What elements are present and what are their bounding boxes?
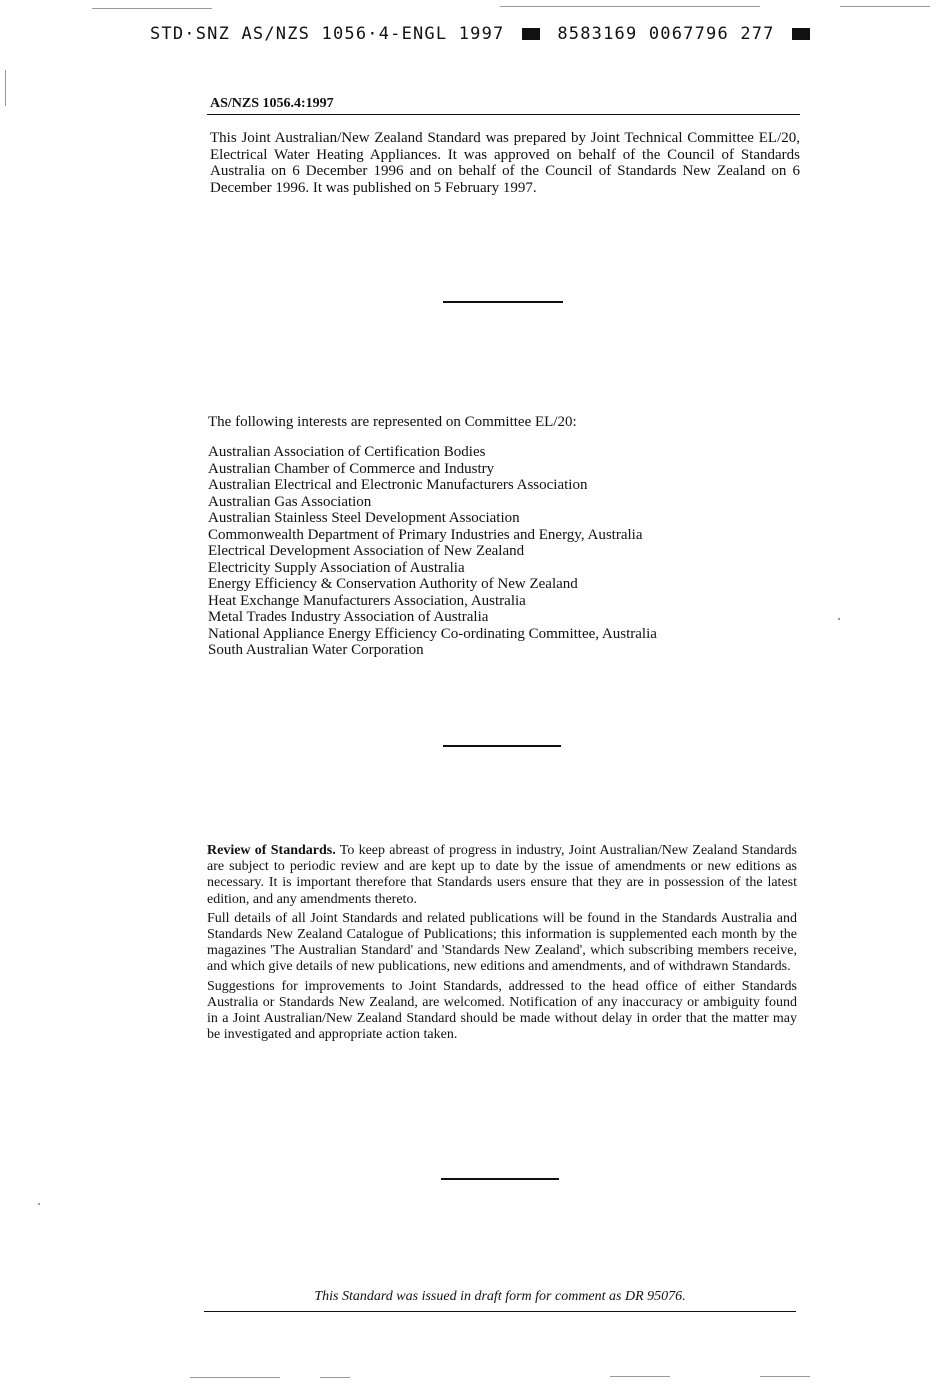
scan-artifact <box>610 1376 670 1377</box>
list-item: Australian Association of Certification Bodies <box>208 444 486 460</box>
scan-artifact <box>92 8 212 9</box>
scan-artifact <box>320 1377 350 1378</box>
review-of-standards <box>207 843 797 1046</box>
list-item: Australian Gas Association <box>208 493 372 510</box>
scan-artifact <box>190 1377 280 1378</box>
redaction-block <box>522 28 540 40</box>
interests-list <box>208 444 657 659</box>
scan-artifact <box>500 6 760 7</box>
review-heading: Review of Standards. <box>207 843 336 858</box>
list-item: Commonwealth Department of Primary Industries and Energy, Australia <box>208 526 643 543</box>
list-item: Energy Efficiency & Conservation Authority of New Zealand <box>208 576 578 592</box>
scan-artifact <box>38 1203 40 1205</box>
review-text-1: To keep abreast of progress in industry, Joint Australian/New Zealand Standards are subject to periodic review and are kept up to date by the issue of amendments or new editions as necessary. It is important therefore that Standards users ensure that they are in possession of the latest edition, and any amendments thereto. <box>207 843 797 907</box>
scan-header-left: STD·SNZ AS/NZS 1056·4-ENGL 1997 <box>150 24 505 44</box>
interests-intro: The following interests are represented on Committee EL/20: <box>208 414 577 430</box>
redaction-block <box>792 28 810 40</box>
section-divider <box>443 301 563 303</box>
list-item: Metal Trades Industry Association of Australia <box>208 609 489 625</box>
review-paragraph-3: Suggestions for improvements to Joint Standards, addressed to the head office of either Standards Australia or Standards New Zealand, are welcomed. Notification of any inaccuracy or ambiguity found in a Joint Australian/New Zealand Standard should be made without delay in order that the matter may be investigated and appropriate action taken. <box>207 978 797 1043</box>
list-item: Electricity Supply Association of Australia <box>208 559 465 576</box>
scan-header <box>150 24 830 44</box>
list-item: National Appliance Energy Efficiency Co-ordinating Committee, Australia <box>208 625 657 642</box>
header-rule <box>207 114 800 115</box>
section-divider <box>443 745 561 747</box>
list-item: Heat Exchange Manufacturers Association, Australia <box>208 592 526 609</box>
draft-note: This Standard was issued in draft form for comment as DR 95076. <box>314 1289 686 1304</box>
preparation-paragraph: This Joint Australian/New Zealand Standard was prepared by Joint Technical Committee EL/20, Electrical Water Heating Appliances. It was approved on behalf of the Council of Standards Australia on 6 December 1996 and on behalf of the Council of Standards New Zealand on 6 December 1996. It was published on 5 February 1997. <box>210 130 800 196</box>
review-paragraph-2: Full details of all Joint Standards and related publications will be found in the Standards Australia and Standards New Zealand Catalogue of Publications; this information is supplemented each month by the magazines 'The Australian Standard' and 'Standards New Zealand', which subscribing members receive, and which give details of new publications, new editions and amendments, and of withdrawn Standards. <box>207 910 797 975</box>
section-divider <box>441 1178 559 1180</box>
review-paragraph-1 <box>207 843 797 908</box>
footer-rule <box>204 1311 796 1312</box>
list-item: Australian Electrical and Electronic Manufacturers Association <box>208 477 588 493</box>
list-item: Australian Stainless Steel Development Association <box>208 510 520 526</box>
list-item: South Australian Water Corporation <box>208 642 424 658</box>
standard-id: AS/NZS 1056.4:1997 <box>210 96 334 111</box>
scan-artifact <box>5 70 6 106</box>
list-item: Electrical Development Association of New Zealand <box>208 543 525 559</box>
scan-artifact <box>840 6 930 7</box>
list-item: Australian Chamber of Commerce and Industry <box>208 460 495 477</box>
scan-artifact <box>760 1376 810 1377</box>
scan-header-right: 8583169 0067796 277 <box>557 24 775 44</box>
scan-artifact <box>838 618 840 620</box>
